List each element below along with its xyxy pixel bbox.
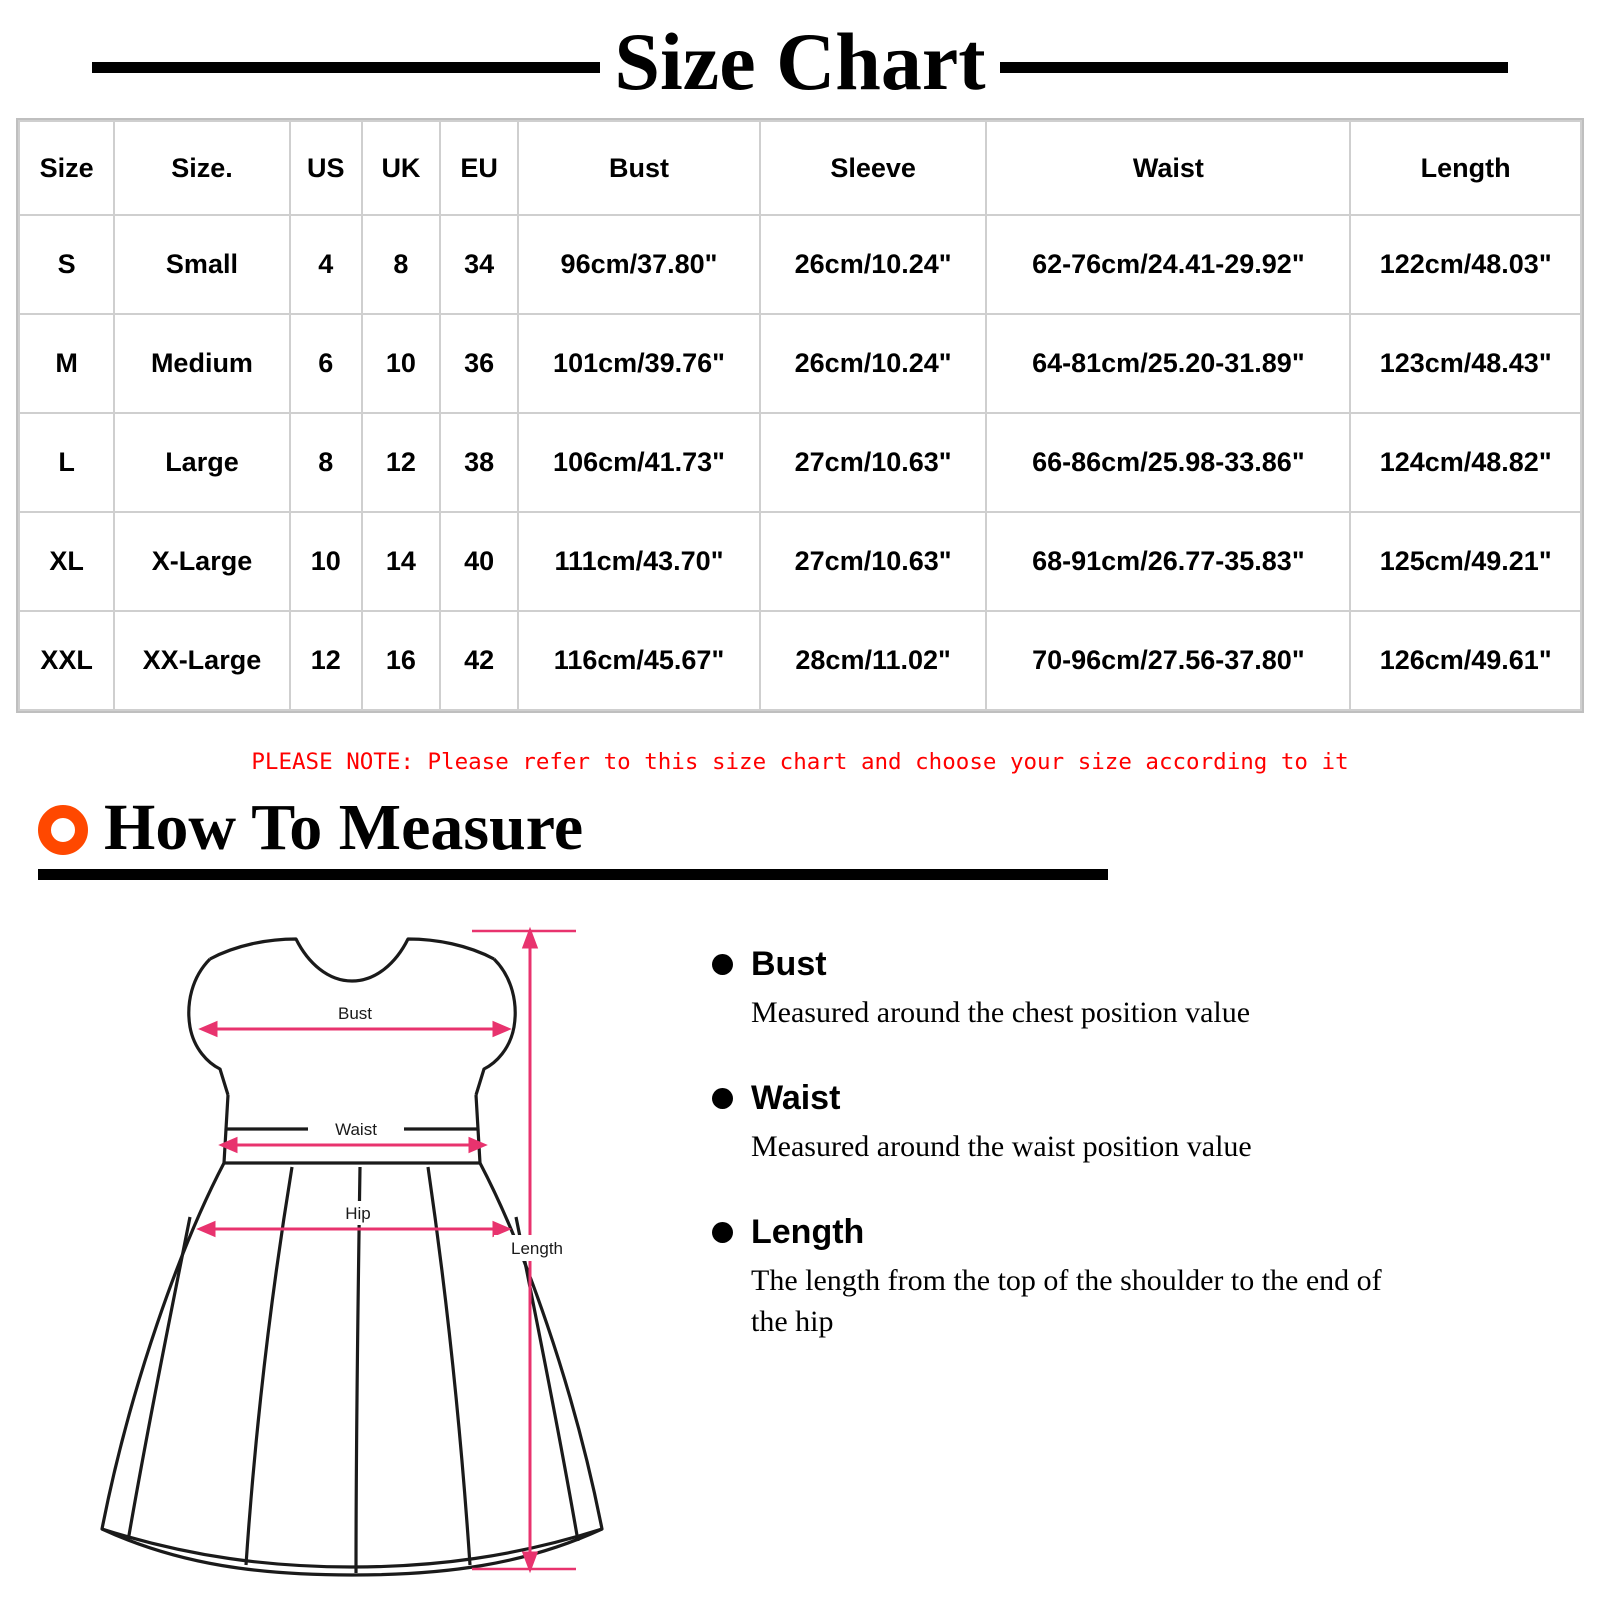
cell-size: XXL (19, 611, 114, 710)
definition-bust (712, 945, 1600, 1033)
cell-sleeve: 26cm/10.24" (760, 314, 987, 413)
cell-waist: 68-91cm/26.77-35.83" (986, 512, 1350, 611)
measure-section (0, 903, 1600, 1582)
cell-length: 123cm/48.43" (1350, 314, 1581, 413)
definition-length (712, 1213, 1600, 1342)
cell-uk: 14 (362, 512, 440, 611)
cell-size: XL (19, 512, 114, 611)
cell-eu: 42 (440, 611, 518, 710)
cell-eu: 40 (440, 512, 518, 611)
definition-term: Waist (751, 1079, 841, 1117)
column-header-sizename: Size. (114, 121, 289, 215)
cell-uk: 8 (362, 215, 440, 314)
cell-sizename: XX-Large (114, 611, 289, 710)
cell-eu: 36 (440, 314, 518, 413)
cell-sizename: Small (114, 215, 289, 314)
cell-bust: 111cm/43.70" (518, 512, 760, 611)
cell-sleeve: 26cm/10.24" (760, 215, 987, 314)
figure-label-bust: Bust (337, 1004, 373, 1023)
table-row (19, 314, 1581, 413)
cell-us: 8 (290, 413, 362, 512)
cell-eu: 34 (440, 215, 518, 314)
bullet-icon (712, 954, 733, 975)
cell-bust: 96cm/37.80" (518, 215, 760, 314)
cell-size: S (19, 215, 114, 314)
cell-waist: 64-81cm/25.20-31.89" (986, 314, 1350, 413)
definition-list (690, 917, 1600, 1388)
cell-sizename: X-Large (114, 512, 289, 611)
bullet-icon (712, 1222, 733, 1243)
figure-label-length: Length (511, 1239, 563, 1258)
column-header-sleeve: Sleeve (760, 121, 987, 215)
how-to-measure-heading: How To Measure (104, 791, 584, 864)
please-note-text: PLEASE NOTE: Please refer to this size chart and choose your size according to it (251, 749, 1349, 775)
cell-sleeve: 28cm/11.02" (760, 611, 987, 710)
cell-sizename: Medium (114, 314, 289, 413)
cell-waist: 66-86cm/25.98-33.86" (986, 413, 1350, 512)
cell-waist: 62-76cm/24.41-29.92" (986, 215, 1350, 314)
column-header-waist: Waist (986, 121, 1350, 215)
cell-length: 126cm/49.61" (1350, 611, 1581, 710)
column-header-bust: Bust (518, 121, 760, 215)
cell-sizename: Large (114, 413, 289, 512)
dress-diagram (0, 917, 690, 1582)
table-row (19, 611, 1581, 710)
cell-uk: 10 (362, 314, 440, 413)
page-title: Size Chart (614, 16, 986, 107)
column-header-size: Size (19, 121, 114, 215)
figure-label-hip: Hip (345, 1204, 371, 1223)
column-header-eu: EU (440, 121, 518, 215)
cell-bust: 106cm/41.73" (518, 413, 760, 512)
definition-term: Length (751, 1213, 865, 1251)
definition-description: Measured around the chest position value (751, 996, 1251, 1029)
definition-description: Measured around the waist position value (751, 1130, 1252, 1163)
column-header-length: Length (1350, 121, 1581, 215)
definition-description: The length from the top of the shoulder to the end of the hip (751, 1264, 1382, 1338)
definition-waist (712, 1079, 1600, 1167)
cell-eu: 38 (440, 413, 518, 512)
figure-label-waist: Waist (335, 1120, 377, 1139)
cell-size: L (19, 413, 114, 512)
cell-us: 4 (290, 215, 362, 314)
cell-length: 122cm/48.03" (1350, 215, 1581, 314)
cell-bust: 116cm/45.67" (518, 611, 760, 710)
page-title-row (0, 0, 1600, 118)
title-rule-left (92, 62, 600, 73)
cell-size: M (19, 314, 114, 413)
table-row (19, 512, 1581, 611)
cell-length: 125cm/49.21" (1350, 512, 1581, 611)
cell-bust: 101cm/39.76" (518, 314, 760, 413)
bullet-icon (712, 1088, 733, 1109)
column-header-us: US (290, 121, 362, 215)
cell-us: 12 (290, 611, 362, 710)
table-row (19, 413, 1581, 512)
size-table-wrapper (16, 118, 1584, 713)
cell-sleeve: 27cm/10.63" (760, 413, 987, 512)
ring-icon (38, 805, 88, 855)
how-to-measure-rule (38, 869, 1108, 880)
column-header-uk: UK (362, 121, 440, 215)
cell-us: 10 (290, 512, 362, 611)
cell-sleeve: 27cm/10.63" (760, 512, 987, 611)
cell-uk: 12 (362, 413, 440, 512)
definition-term: Bust (751, 945, 827, 983)
title-rule-right (1000, 62, 1508, 73)
table-row (19, 215, 1581, 314)
cell-waist: 70-96cm/27.56-37.80" (986, 611, 1350, 710)
cell-length: 124cm/48.82" (1350, 413, 1581, 512)
cell-us: 6 (290, 314, 362, 413)
size-table (18, 120, 1582, 711)
table-header-row (19, 121, 1581, 215)
cell-uk: 16 (362, 611, 440, 710)
how-to-measure-heading-block (0, 793, 1600, 903)
